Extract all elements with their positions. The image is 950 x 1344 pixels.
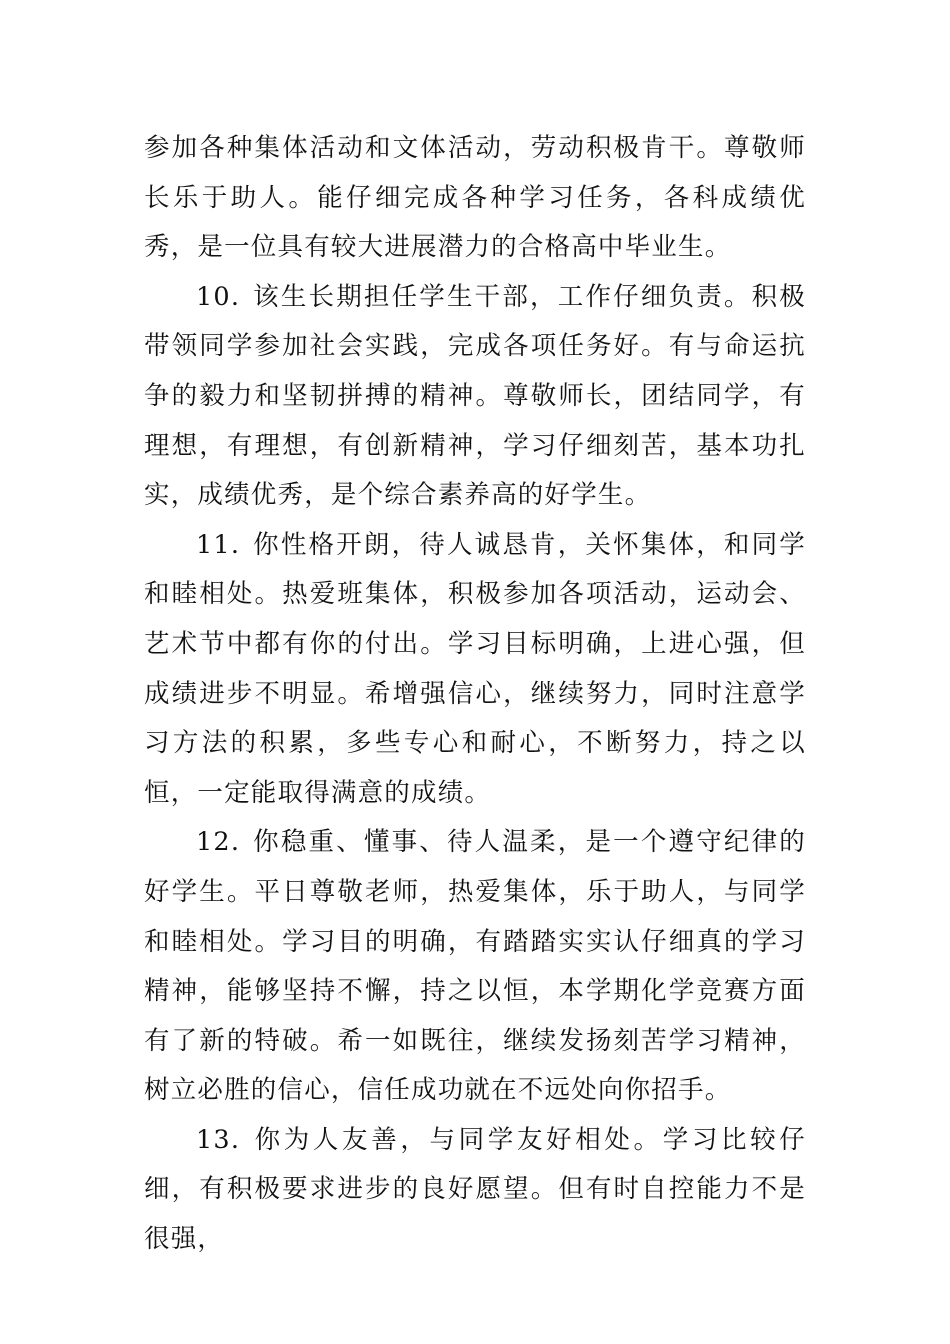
paragraph-text: 你稳重、懂事、待人温柔，是一个遵守纪律的好学生。平日尊敬老师，热爱集体，乐于助人，与同学和睦相处。学习目的明确，有踏踏实实认仔细真的学习精神，能够坚持不懈，持之以恒，本学期化学竞赛方面有了新的特破。希一如既往，继续发扬刻苦学习精神，树立必胜的信心，信任成功就在不远处向你招手。 — [144, 827, 806, 1106]
paragraph-number: 12. — [196, 827, 241, 858]
paragraph-12 — [144, 818, 806, 1116]
paragraph-13 — [144, 1116, 806, 1265]
paragraph-continued — [144, 124, 806, 273]
paragraph-10 — [144, 273, 806, 521]
paragraph-text: 你性格开朗，待人诚恳肯，关怀集体，和同学和睦相处。热爱班集体，积极参加各项活动，运动会、艺术节中都有你的付出。学习目标明确，上进心强，但成绩进步不明显。希增强信心，继续努力，同时注意学习方法的积累，多些专心和耐心，不断努力，持之以恒，一定能取得满意的成绩。 — [144, 529, 806, 808]
paragraph-number: 11. — [196, 529, 241, 560]
paragraph-text: 参加各种集体活动和文体活动，劳动积极肯干。尊敬师长乐于助人。能仔细完成各种学习任务，各科成绩优秀，是一位具有较大进展潜力的合格高中毕业生。 — [144, 133, 806, 263]
paragraph-11 — [144, 521, 806, 819]
paragraph-number: 10. — [196, 281, 241, 312]
paragraph-text: 该生长期担任学生干部，工作仔细负责。积极带领同学参加社会实践，完成各项任务好。有与命运抗争的毅力和坚韧拼搏的精神。尊敬师长，团结同学，有理想，有理想，有创新精神，学习仔细刻苦，基本功扎实，成绩优秀，是个综合素养高的好学生。 — [144, 281, 806, 511]
paragraph-number: 13. — [196, 1124, 241, 1155]
paragraph-text: 你为人友善，与同学友好相处。学习比较仔细，有积极要求进步的良好愿望。但有时自控能力不是很强， — [144, 1124, 806, 1255]
document-body — [144, 124, 806, 1265]
